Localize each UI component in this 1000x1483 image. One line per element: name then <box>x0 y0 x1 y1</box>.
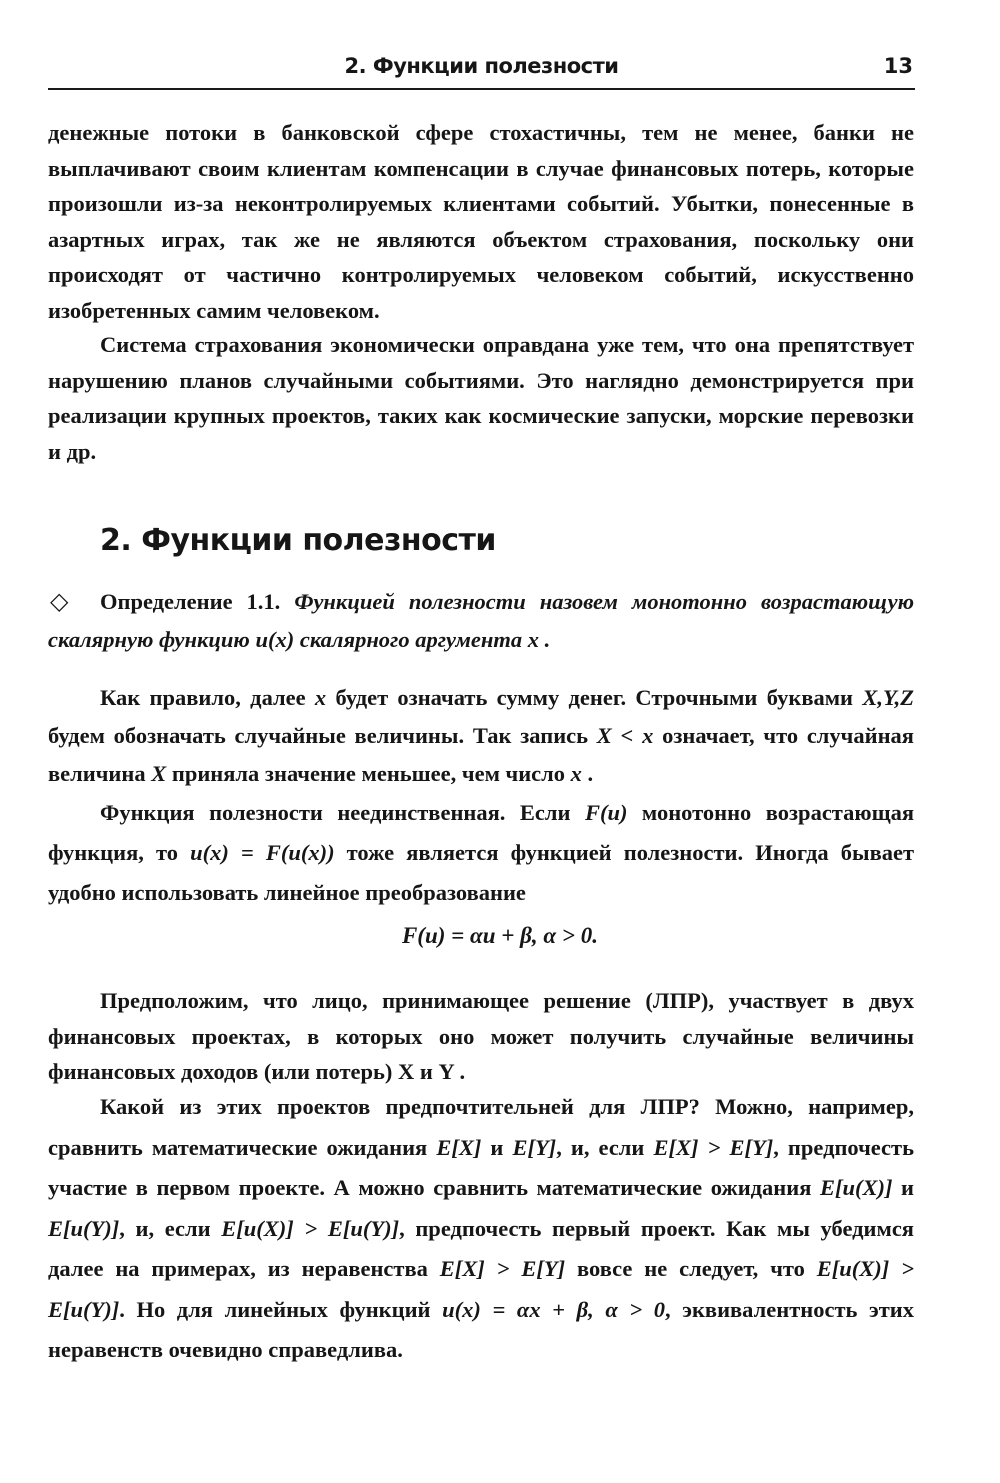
paragraph-insurance-justified: Система страхования экономически оправдана уже тем, что она препятствует нарушению планов случайными событиями. Это наглядно демонстрируется при реализации крупных проектов, таких как космические запуски, морские перевозки и др. <box>48 332 914 464</box>
diamond-icon: ◇ <box>50 587 69 615</box>
running-header-title: 2. Функции полезности <box>344 54 619 78</box>
math-inline: E[X] > E[Y] <box>653 1134 774 1160</box>
text-run: монотонно возрастающая функция, то <box>48 800 914 865</box>
text-run: , эквивалентность этих неравенств очевидно справедлива. <box>48 1296 914 1362</box>
text-run: и <box>892 1175 915 1200</box>
text-run: Какой из этих проектов предпочтительней для ЛПР? Можно, например, сравнить математические ожидания <box>48 1094 914 1160</box>
paragraph-notation <box>48 679 914 793</box>
math-inline: E[u(X)] <box>819 1175 893 1200</box>
text-run: , предпочесть первый проект. Как мы убедимся далее на примерах, из неравенства <box>48 1215 914 1281</box>
math-inline: x <box>570 761 582 786</box>
text-run: приняла значение меньшее, чем число <box>166 761 571 786</box>
formula-linear-transform: F(u) = αu + β, α > 0. <box>401 923 599 948</box>
math-inline: u(x) = αx + β, α > 0 <box>442 1296 666 1322</box>
text-run: , и, если <box>119 1215 222 1241</box>
text-run: Как правило, далее <box>100 685 315 710</box>
text-run: Функция полезности неединственная. Если <box>100 800 585 825</box>
page-number: 13 <box>883 54 913 78</box>
text-run: . <box>581 761 594 786</box>
definition-text: Функцией полезности назовем монотонно возрастающую скалярную функцию u(x) скалярного аргумента x . <box>48 589 914 652</box>
math-inline: E[X] <box>436 1134 482 1160</box>
text-run: вовсе не следует, что <box>565 1256 817 1281</box>
text-run: означает, что случайная величина <box>48 723 914 786</box>
math-inline: E[Y] <box>512 1134 557 1160</box>
math-inline: x <box>314 685 327 710</box>
paragraph-expectations <box>48 1087 914 1371</box>
paragraph-decision-maker: Предположим, что лицо, принимающее решение (ЛПР), участвует в двух финансовых проектах, в которых оно может получить случайные величины финансовых доходов (или потерь) X и Y . <box>48 988 914 1084</box>
math-inline: F(u) <box>584 800 628 825</box>
math-inline: E[X] > E[Y] <box>439 1256 566 1281</box>
paragraph-insurance-banks: денежные потоки в банковской сфере стохастичны, тем не менее, банки не выплачивают своим клиентам компенсации в случае финансовых потерь, которые произошли из-за неконтролируемых клиентами событий. Убытки, понесенные в азартных играх, так же не являются объектом страхования, поскольку они происходят от частично контролируемых человеком событий, искусственно изобретенных самим человеком. <box>48 120 914 323</box>
math-inline: X <box>151 761 167 786</box>
text-run: , и, если <box>556 1134 654 1160</box>
math-inline: X,Y,Z <box>862 685 914 710</box>
text-run: будет означать сумму денег. Строчными буквами <box>326 685 863 710</box>
text-run: . Но для линейных функций <box>119 1296 443 1322</box>
math-inline: X < x <box>596 723 654 748</box>
section-heading: 2. Функции полезности <box>100 523 496 558</box>
text-run: , предпочесть участие в первом проекте. А можно сравнить математические ожидания <box>48 1134 914 1200</box>
text-run: тоже является функцией полезности. Иногда бывает удобно использовать линейное преобразование <box>48 840 915 905</box>
math-inline: E[u(Y)] <box>48 1215 120 1241</box>
text-run: будем обозначать случайные величины. Так запись <box>48 723 597 748</box>
running-header <box>48 48 915 90</box>
definition-block <box>48 582 914 659</box>
math-inline: E[u(X)] > E[u(Y)] <box>48 1256 915 1322</box>
math-inline: u(x) = F(u(x)) <box>190 840 335 865</box>
definition-label: Определение 1.1. <box>100 589 281 614</box>
math-inline: E[u(X)] > E[u(Y)] <box>221 1215 400 1241</box>
text-run: и <box>481 1134 513 1160</box>
paragraph-nonunique <box>48 793 914 913</box>
